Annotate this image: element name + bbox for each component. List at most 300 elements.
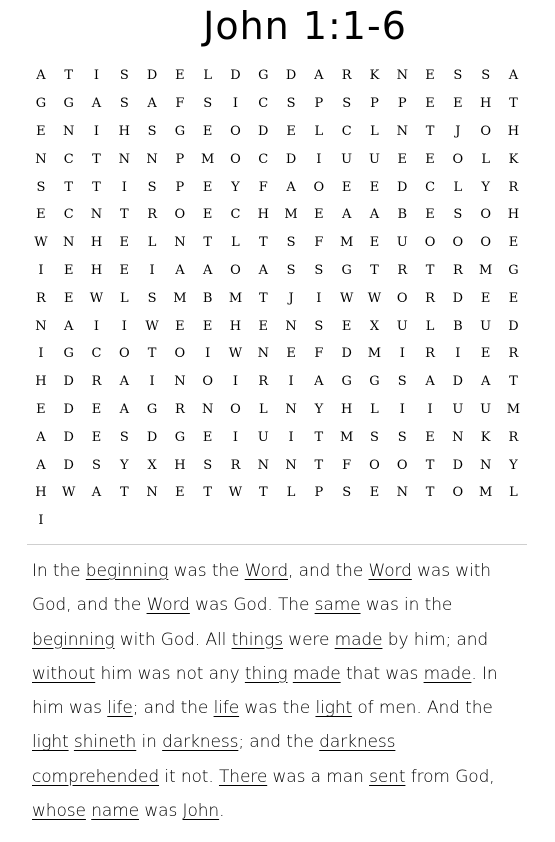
search-word: beginning xyxy=(85,561,169,581)
grid-letter[interactable]: E xyxy=(341,318,352,334)
grid-letter[interactable]: F xyxy=(314,346,324,362)
grid-letter[interactable]: R xyxy=(174,401,185,417)
grid-letter[interactable]: O xyxy=(230,151,241,167)
grid-letter[interactable]: J xyxy=(288,290,294,306)
grid-letter[interactable]: S xyxy=(453,68,463,84)
grid-letter[interactable]: M xyxy=(284,207,298,223)
grid-letter[interactable]: N xyxy=(396,68,408,84)
grid-letter[interactable]: E xyxy=(425,96,435,112)
grid-letter[interactable]: H xyxy=(90,262,103,278)
grid-letter[interactable]: R xyxy=(341,68,352,84)
grid-letter[interactable]: U xyxy=(480,318,492,334)
grid-letter[interactable]: N xyxy=(396,123,408,139)
grid-letter[interactable]: P xyxy=(314,96,324,112)
grid-letter[interactable]: O xyxy=(396,290,408,306)
grid-letter[interactable]: L xyxy=(286,485,296,501)
grid-letter[interactable]: M xyxy=(340,429,354,445)
grid-letter[interactable]: W xyxy=(367,290,382,306)
grid-letter[interactable]: T xyxy=(425,123,435,139)
grid-letter[interactable]: E xyxy=(202,179,213,195)
grid-letter[interactable]: I xyxy=(93,123,100,139)
grid-letter[interactable]: C xyxy=(230,207,241,223)
grid-letter[interactable]: N xyxy=(35,151,47,167)
grid-letter[interactable]: A xyxy=(480,374,491,390)
grid-letter[interactable]: M xyxy=(201,151,215,167)
grid-letter[interactable]: M xyxy=(228,290,243,306)
grid-letter[interactable]: D xyxy=(397,179,408,195)
grid-letter[interactable]: A xyxy=(64,318,74,334)
grid-letter[interactable]: X xyxy=(147,457,157,473)
grid-letter[interactable]: E xyxy=(119,235,130,251)
grid-letter[interactable]: G xyxy=(258,68,269,84)
grid-letter[interactable]: S xyxy=(147,123,157,139)
grid-letter[interactable]: D xyxy=(285,151,297,167)
grid-letter[interactable]: E xyxy=(36,207,46,223)
grid-letter[interactable]: E xyxy=(425,429,435,445)
grid-letter[interactable]: O xyxy=(118,346,130,362)
grid-letter[interactable]: S xyxy=(286,96,296,112)
grid-letter[interactable]: D xyxy=(63,374,74,390)
grid-letter[interactable]: S xyxy=(119,96,129,112)
search-word: shineth xyxy=(73,732,137,753)
grid-letter[interactable]: E xyxy=(202,207,213,223)
grid-letter[interactable]: S xyxy=(147,290,157,306)
grid-letter[interactable]: A xyxy=(508,68,519,84)
grid-letter[interactable]: R xyxy=(508,429,519,445)
grid-letter[interactable]: H xyxy=(257,207,269,223)
grid-letter[interactable]: C xyxy=(258,96,269,112)
grid-letter[interactable]: T xyxy=(370,262,379,278)
grid-letter[interactable]: E xyxy=(453,96,463,112)
grid-letter[interactable]: U xyxy=(396,318,408,334)
grid-letter[interactable]: C xyxy=(341,123,352,139)
grid-letter[interactable]: T xyxy=(119,485,129,501)
grid-letter[interactable]: R xyxy=(91,374,102,390)
grid-letter[interactable]: S xyxy=(92,457,101,473)
grid-letter[interactable]: O xyxy=(230,123,241,139)
grid-letter[interactable]: K xyxy=(369,68,380,84)
grid-letter[interactable]: D xyxy=(63,429,74,445)
grid-letter[interactable]: I xyxy=(205,346,211,362)
grid-letter[interactable]: B xyxy=(397,207,408,223)
grid-letter[interactable]: S xyxy=(481,68,491,84)
grid-letter[interactable]: U xyxy=(396,235,408,251)
grid-letter[interactable]: E xyxy=(425,207,435,223)
grid-letter[interactable]: T xyxy=(509,96,518,112)
grid-letter[interactable]: I xyxy=(288,429,294,445)
grid-letter[interactable]: Y xyxy=(481,179,490,195)
grid-letter[interactable]: E xyxy=(397,151,407,167)
grid-letter[interactable]: A xyxy=(119,401,129,417)
grid-letter[interactable]: T xyxy=(509,374,518,390)
grid-letter[interactable]: F xyxy=(314,235,324,251)
grid-letter[interactable]: P xyxy=(370,96,379,112)
grid-letter[interactable]: E xyxy=(175,318,185,334)
grid-letter[interactable]: H xyxy=(479,96,492,112)
grid-letter[interactable]: O xyxy=(230,401,241,417)
grid-letter[interactable]: A xyxy=(425,374,435,390)
page-title: John 1:1-6 xyxy=(203,4,407,48)
grid-letter[interactable]: E xyxy=(480,290,491,306)
grid-letter[interactable]: H xyxy=(340,401,353,417)
grid-letter[interactable]: C xyxy=(63,207,74,223)
grid-letter[interactable]: E xyxy=(286,123,296,139)
grid-letter[interactable]: I xyxy=(232,96,239,112)
search-word: whose xyxy=(32,801,86,822)
grid-letter[interactable]: S xyxy=(203,457,213,473)
grid-letter[interactable]: D xyxy=(63,401,74,417)
grid-letter[interactable]: M xyxy=(173,290,187,306)
grid-letter[interactable]: U xyxy=(341,151,353,167)
grid-letter[interactable]: P xyxy=(397,96,407,112)
grid-letter[interactable]: I xyxy=(121,318,127,334)
grid-letter[interactable]: C xyxy=(91,346,102,362)
grid-letter[interactable]: P xyxy=(175,179,185,195)
grid-letter[interactable]: A xyxy=(202,262,213,278)
grid-letter[interactable]: A xyxy=(36,429,46,445)
grid-letter[interactable]: D xyxy=(341,346,352,362)
grid-letter[interactable]: M xyxy=(478,485,493,501)
grid-letter[interactable]: Y xyxy=(509,457,518,473)
grid-letter[interactable]: O xyxy=(313,179,325,195)
grid-letter[interactable]: E xyxy=(314,207,324,223)
grid-letter[interactable]: R xyxy=(508,179,519,195)
grid-letter[interactable]: T xyxy=(425,457,435,473)
grid-letter[interactable]: E xyxy=(286,346,296,362)
grid-letter[interactable]: R xyxy=(425,290,435,306)
grid-letter[interactable]: I xyxy=(455,346,461,362)
grid-letter[interactable]: A xyxy=(147,96,157,112)
grid-letter[interactable]: L xyxy=(453,179,463,195)
grid-letter[interactable]: O xyxy=(230,262,241,278)
grid-letter[interactable]: G xyxy=(174,123,186,139)
grid-letter[interactable]: R xyxy=(508,346,519,362)
grid-letter[interactable]: G xyxy=(508,262,519,278)
grid-letter[interactable]: U xyxy=(480,401,492,417)
grid-letter[interactable]: N xyxy=(257,457,269,473)
grid-letter[interactable]: S xyxy=(286,262,296,278)
grid-letter[interactable]: E xyxy=(508,235,519,251)
search-word: same xyxy=(314,595,361,616)
grid-letter[interactable]: S xyxy=(342,485,352,501)
grid-letter[interactable]: A xyxy=(341,207,352,223)
grid-letter[interactable]: E xyxy=(36,123,46,139)
grid-letter[interactable]: S xyxy=(203,96,213,112)
grid-letter[interactable]: L xyxy=(481,151,490,167)
grid-letter[interactable]: A xyxy=(175,262,185,278)
grid-letter[interactable]: I xyxy=(316,151,322,167)
grid-letter[interactable]: L xyxy=(370,123,379,139)
grid-letter[interactable]: S xyxy=(119,68,129,84)
grid-letter[interactable]: N xyxy=(118,151,130,167)
grid-letter[interactable]: W xyxy=(339,290,354,306)
grid-letter[interactable]: E xyxy=(36,401,46,417)
grid-letter[interactable]: E xyxy=(369,485,380,501)
grid-letter[interactable]: N xyxy=(146,151,158,167)
search-word: Word xyxy=(146,595,190,616)
grid-letter[interactable]: H xyxy=(507,123,520,139)
grid-letter[interactable]: D xyxy=(146,68,158,84)
grid-letter[interactable]: N xyxy=(174,374,186,390)
grid-letter[interactable]: N xyxy=(257,346,269,362)
grid-letter[interactable]: G xyxy=(369,374,380,390)
grid-letter[interactable]: A xyxy=(369,207,380,223)
search-word: darkness xyxy=(162,732,239,753)
grid-letter[interactable]: N xyxy=(90,207,103,223)
grid-letter[interactable]: E xyxy=(341,179,352,195)
grid-letter[interactable]: T xyxy=(258,235,268,251)
grid-letter[interactable]: A xyxy=(119,374,129,390)
grid-letter[interactable]: T xyxy=(203,235,213,251)
grid-letter[interactable]: B xyxy=(453,318,463,334)
grid-letter[interactable]: S xyxy=(314,318,324,334)
grid-letter[interactable]: B xyxy=(202,290,213,306)
grid-letter[interactable]: I xyxy=(316,290,322,306)
search-word: There xyxy=(218,766,268,787)
grid-letter[interactable]: N xyxy=(35,318,47,334)
grid-letter[interactable]: E xyxy=(480,346,491,362)
grid-letter[interactable]: D xyxy=(258,123,269,139)
grid-letter[interactable]: A xyxy=(36,68,46,84)
grid-letter[interactable]: U xyxy=(452,401,464,417)
grid-letter[interactable]: S xyxy=(342,96,352,112)
grid-letter[interactable]: O xyxy=(174,207,186,223)
grid-letter[interactable]: E xyxy=(175,485,185,501)
grid-letter[interactable]: T xyxy=(92,151,101,167)
grid-letter[interactable]: U xyxy=(257,429,269,445)
grid-letter[interactable]: S xyxy=(397,429,407,445)
grid-letter[interactable]: R xyxy=(425,346,435,362)
grid-letter[interactable]: L xyxy=(258,401,268,417)
grid-letter[interactable]: T xyxy=(258,485,268,501)
grid-letter[interactable]: N xyxy=(396,485,408,501)
grid-letter[interactable]: E xyxy=(175,68,185,84)
grid-letter[interactable]: E xyxy=(369,179,380,195)
grid-letter[interactable]: G xyxy=(174,429,186,445)
grid-letter[interactable]: T xyxy=(92,179,101,195)
grid-letter[interactable]: I xyxy=(232,374,239,390)
grid-letter[interactable]: R xyxy=(397,262,408,278)
grid-letter[interactable]: K xyxy=(480,429,491,445)
grid-letter[interactable]: P xyxy=(314,485,324,501)
grid-letter[interactable]: O xyxy=(480,123,491,139)
grid-letter[interactable]: S xyxy=(397,374,407,390)
grid-letter[interactable]: R xyxy=(452,262,463,278)
grid-letter[interactable]: D xyxy=(508,318,519,334)
grid-letter[interactable]: H xyxy=(90,235,103,251)
grid-letter[interactable]: N xyxy=(452,429,464,445)
grid-letter[interactable]: C xyxy=(63,151,74,167)
search-word: comprehended xyxy=(32,766,160,787)
grid-letter[interactable]: T xyxy=(64,179,74,195)
grid-letter[interactable]: L xyxy=(509,485,518,501)
grid-letter[interactable]: S xyxy=(119,429,129,445)
grid-letter[interactable]: E xyxy=(63,262,74,278)
grid-letter[interactable]: M xyxy=(367,346,382,362)
grid-letter[interactable]: D xyxy=(452,457,464,473)
grid-letter[interactable]: F xyxy=(342,457,352,473)
grid-letter[interactable]: S xyxy=(370,429,379,445)
grid-letter[interactable]: E xyxy=(119,262,130,278)
grid-letter[interactable]: I xyxy=(38,346,44,362)
grid-letter[interactable]: O xyxy=(452,485,464,501)
grid-letter[interactable]: O xyxy=(396,457,408,473)
grid-letter[interactable]: D xyxy=(146,429,158,445)
grid-letter[interactable]: G xyxy=(146,401,158,417)
grid-letter[interactable]: R xyxy=(36,290,46,306)
grid-letter[interactable]: Y xyxy=(231,179,240,195)
grid-letter[interactable]: A xyxy=(258,262,268,278)
grid-letter[interactable]: H xyxy=(35,485,47,501)
search-word: Word xyxy=(368,561,412,581)
grid-letter[interactable]: E xyxy=(508,290,519,306)
grid-letter[interactable]: N xyxy=(201,401,214,417)
grid-letter[interactable]: N xyxy=(63,123,75,139)
grid-letter[interactable]: N xyxy=(285,401,297,417)
grid-letter[interactable]: E xyxy=(202,318,213,334)
grid-letter[interactable]: L xyxy=(203,68,212,84)
grid-letter[interactable]: M xyxy=(340,235,354,251)
grid-letter[interactable]: G xyxy=(341,374,352,390)
grid-letter[interactable]: T xyxy=(425,485,435,501)
grid-letter[interactable]: A xyxy=(36,457,46,473)
grid-letter[interactable]: D xyxy=(230,68,241,84)
grid-letter[interactable]: W xyxy=(62,485,76,501)
grid-letter[interactable]: T xyxy=(119,207,129,223)
grid-letter[interactable]: S xyxy=(453,207,463,223)
grid-letter[interactable]: I xyxy=(149,374,155,390)
grid-letter[interactable]: T xyxy=(425,262,435,278)
grid-letter[interactable]: I xyxy=(38,513,44,529)
grid-letter[interactable]: X xyxy=(369,318,380,334)
grid-letter[interactable]: W xyxy=(34,235,48,251)
grid-letter[interactable]: G xyxy=(63,346,74,362)
grid-letter[interactable]: H xyxy=(118,123,130,139)
grid-letter[interactable]: S xyxy=(147,179,157,195)
grid-letter[interactable]: W xyxy=(145,318,159,334)
grid-letter[interactable]: O xyxy=(174,346,186,362)
grid-letter[interactable]: T xyxy=(258,290,268,306)
grid-letter[interactable]: C xyxy=(425,179,436,195)
grid-letter[interactable]: A xyxy=(91,485,102,501)
grid-letter[interactable]: E xyxy=(258,318,269,334)
grid-letter[interactable]: L xyxy=(119,290,129,306)
grid-letter[interactable]: D xyxy=(452,290,464,306)
grid-letter[interactable]: I xyxy=(427,401,433,417)
grid-letter[interactable]: T xyxy=(203,485,213,501)
grid-letter[interactable]: H xyxy=(229,318,242,334)
grid-letter[interactable]: H xyxy=(35,374,47,390)
grid-letter[interactable]: O xyxy=(452,151,464,167)
grid-letter[interactable]: M xyxy=(478,262,493,278)
grid-letter[interactable]: O xyxy=(480,207,491,223)
grid-letter[interactable]: I xyxy=(93,318,100,334)
grid-letter[interactable]: G xyxy=(35,96,47,112)
grid-letter[interactable]: I xyxy=(232,429,239,445)
grid-letter[interactable]: I xyxy=(93,68,100,84)
grid-letter[interactable]: D xyxy=(452,374,464,390)
grid-letter[interactable]: E xyxy=(202,429,213,445)
grid-letter[interactable]: E xyxy=(91,429,102,445)
grid-letter[interactable]: R xyxy=(147,207,157,223)
grid-letter[interactable]: O xyxy=(480,235,491,251)
grid-letter[interactable]: S xyxy=(36,179,46,195)
grid-letter[interactable]: G xyxy=(341,262,352,278)
grid-letter[interactable]: D xyxy=(63,457,74,473)
grid-letter[interactable]: G xyxy=(63,96,74,112)
grid-letter[interactable]: A xyxy=(91,96,102,112)
grid-letter[interactable]: I xyxy=(149,262,155,278)
grid-letter[interactable]: N xyxy=(174,235,186,251)
grid-letter[interactable]: I xyxy=(399,401,405,417)
grid-letter[interactable]: L xyxy=(370,401,379,417)
grid-letter[interactable]: Y xyxy=(119,457,129,473)
grid-letter[interactable]: J xyxy=(455,123,461,139)
grid-letter[interactable]: O xyxy=(369,457,380,473)
grid-letter[interactable]: E xyxy=(369,235,380,251)
grid-letter[interactable]: T xyxy=(314,457,324,473)
grid-letter[interactable]: Y xyxy=(314,401,324,417)
grid-letter[interactable]: K xyxy=(508,151,519,167)
grid-letter[interactable]: S xyxy=(314,262,324,278)
grid-letter[interactable]: T xyxy=(314,429,324,445)
grid-letter[interactable]: I xyxy=(38,262,44,278)
grid-letter[interactable]: E xyxy=(425,68,435,84)
grid-letter[interactable]: N xyxy=(63,235,75,251)
grid-letter[interactable]: N xyxy=(146,485,158,501)
grid-letter[interactable]: N xyxy=(479,457,492,473)
grid-letter[interactable]: L xyxy=(231,235,240,251)
grid-letter[interactable]: E xyxy=(425,151,435,167)
grid-letter[interactable]: A xyxy=(314,374,324,390)
grid-letter[interactable]: R xyxy=(230,457,241,473)
grid-letter[interactable]: U xyxy=(368,151,380,167)
grid-letter[interactable]: L xyxy=(425,318,435,334)
grid-letter[interactable]: W xyxy=(228,485,243,501)
grid-letter[interactable]: F xyxy=(175,96,185,112)
grid-letter[interactable]: N xyxy=(285,457,297,473)
grid-letter[interactable]: I xyxy=(399,346,405,362)
grid-letter[interactable]: H xyxy=(507,207,520,223)
grid-letter[interactable]: E xyxy=(91,401,102,417)
grid-letter[interactable]: I xyxy=(121,179,127,195)
grid-letter[interactable]: E xyxy=(202,123,213,139)
grid-letter[interactable]: C xyxy=(258,151,269,167)
grid-letter[interactable]: H xyxy=(174,457,186,473)
grid-letter[interactable]: T xyxy=(64,68,74,84)
grid-letter[interactable]: A xyxy=(286,179,296,195)
grid-letter[interactable]: L xyxy=(147,235,157,251)
grid-letter[interactable]: S xyxy=(286,235,296,251)
grid-letter[interactable]: R xyxy=(258,374,269,390)
search-word: beginning xyxy=(32,629,115,650)
grid-letter[interactable]: N xyxy=(285,318,297,334)
grid-letter[interactable]: W xyxy=(228,346,243,362)
grid-letter[interactable]: L xyxy=(314,123,324,139)
grid-letter[interactable]: P xyxy=(175,151,185,167)
grid-letter[interactable]: M xyxy=(506,401,521,417)
grid-letter[interactable]: E xyxy=(63,290,74,306)
grid-letter[interactable]: T xyxy=(147,346,157,362)
grid-letter[interactable]: A xyxy=(314,68,324,84)
grid-letter[interactable]: O xyxy=(202,374,214,390)
grid-letter[interactable]: D xyxy=(285,68,297,84)
grid-letter[interactable]: O xyxy=(424,235,436,251)
grid-letter[interactable]: W xyxy=(89,290,104,306)
grid-letter[interactable]: O xyxy=(452,235,464,251)
grid-letter[interactable]: I xyxy=(288,374,294,390)
grid-letter[interactable]: F xyxy=(258,179,268,195)
